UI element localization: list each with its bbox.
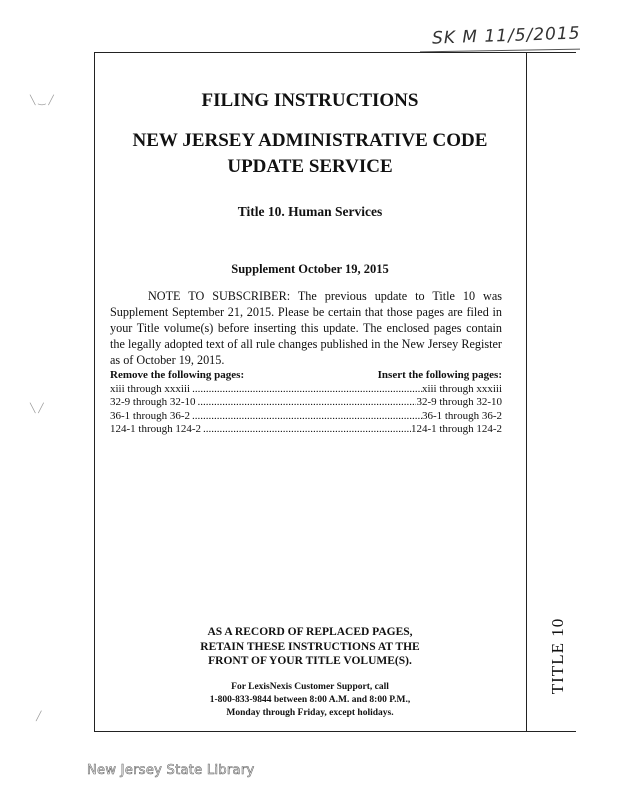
document-title: FILING INSTRUCTIONS: [201, 90, 419, 111]
handwritten-initials-date: SK M 11/5/2015: [431, 23, 581, 49]
support-line-3: Monday through Friday, except holidays.: [226, 707, 394, 718]
remove-pages: 36-1 through 36-2: [110, 409, 191, 422]
insert-header: Insert the following pages:: [377, 369, 502, 381]
retain-line-3: FRONT OF YOUR TITLE VOLUME(S).: [208, 655, 412, 667]
retain-line-2: RETAIN THESE INSTRUCTIONS AT THE: [200, 640, 420, 653]
code-title: [110, 128, 510, 180]
insert-pages: xiii through xxxiii: [421, 382, 502, 395]
margin-mark: ╱: [36, 712, 42, 722]
table-header: [110, 369, 502, 383]
library-watermark: New Jersey State Library: [87, 763, 255, 778]
customer-support-info: [110, 681, 510, 719]
table-row: [110, 396, 502, 410]
page-replacement-table: [110, 369, 502, 437]
table-row: [110, 383, 502, 397]
remove-header: Remove the following pages:: [110, 369, 245, 381]
insert-pages: 124-1 through 124-2: [410, 423, 502, 435]
code-title-line-2: UPDATE SERVICE: [227, 156, 393, 177]
code-title-line-1: NEW JERSEY ADMINISTRATIVE CODE: [132, 130, 488, 151]
supplement-date: Supplement October 19, 2015: [231, 262, 389, 276]
title-tab-label: TITLE 10: [548, 617, 567, 695]
table-row: [110, 423, 502, 437]
support-line-1: For LexisNexis Customer Support, call: [231, 682, 389, 692]
retain-line-1: AS A RECORD OF REPLACED PAGES,: [207, 626, 413, 638]
margin-mark: ╲ ╱: [30, 404, 44, 414]
insert-pages: 36-1 through 36-2: [421, 409, 502, 422]
insert-pages: 32-9 through 32-10: [416, 396, 502, 408]
subscriber-note: NOTE TO SUBSCRIBER: The previous update to Title 10 was Supplement September 21, 2015. Please be certain that those pages are filed in your Title volume(s) before inserting this update. The enclosed pages contain the legally adopted text of all rule changes published in the New Jersey Register as of October 19, 2015.: [110, 289, 502, 367]
remove-pages: xiii through xxxiii: [110, 382, 191, 395]
remove-pages: 32-9 through 32-10: [110, 396, 196, 408]
table-row: [110, 410, 502, 424]
leader-dots: [196, 396, 417, 410]
tab-divider-line: [526, 52, 527, 732]
leader-dots: [190, 383, 422, 397]
leader-dots: [190, 410, 422, 424]
title-subject: Title 10. Human Services: [237, 204, 383, 219]
remove-pages: 124-1 through 124-2: [110, 423, 202, 435]
support-line-2: 1-800-833-9844 between 8:00 A.M. and 8:00 P.M.,: [209, 694, 411, 705]
leader-dots: [201, 423, 411, 437]
margin-mark: ╲ ‿ ╱: [30, 96, 54, 106]
retain-instructions: [110, 625, 510, 669]
